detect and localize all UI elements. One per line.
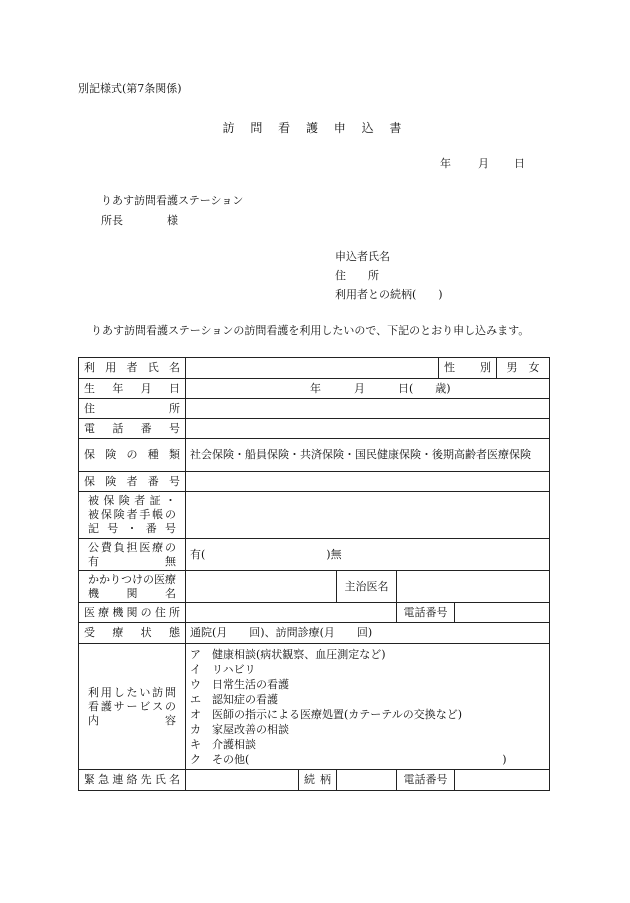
sex-label: 性別 bbox=[439, 358, 497, 379]
table-row bbox=[79, 419, 550, 439]
table-row bbox=[79, 399, 550, 419]
table-row bbox=[79, 603, 550, 623]
care-status-label: 受療状態 bbox=[79, 623, 186, 644]
clinic-address-label: 医療機関の住所 bbox=[79, 603, 186, 623]
service-option[interactable]: カ 家屋改善の相談 bbox=[190, 722, 289, 736]
service-options bbox=[186, 644, 550, 770]
public-expense-label-line2: 有無 bbox=[88, 554, 176, 568]
insured-card-label-line1: 被保険者証・ bbox=[88, 494, 176, 507]
service-label-line2: 看護サービスの bbox=[88, 699, 176, 713]
table-row bbox=[79, 644, 550, 770]
service-option[interactable]: オ 医師の指示による医療処置(カテーテルの交換など) bbox=[190, 707, 463, 721]
clinic-field[interactable] bbox=[186, 571, 337, 603]
table-row bbox=[79, 539, 550, 571]
clinic-phone-field[interactable] bbox=[455, 603, 550, 623]
date-year: 年 bbox=[440, 157, 451, 170]
doctor-label: 主治医名 bbox=[337, 571, 397, 603]
care-status-field[interactable]: 通院(月 回)、訪問診療(月 回) bbox=[186, 623, 550, 644]
applicant-address-label: 住 所 bbox=[335, 269, 379, 282]
recipient: りあす訪問看護ステーション bbox=[101, 194, 244, 207]
service-label bbox=[79, 644, 186, 770]
service-option[interactable]: イ リハビリ bbox=[190, 662, 256, 676]
clinic-label bbox=[79, 571, 186, 603]
service-label-line3: 内容 bbox=[88, 713, 176, 727]
public-expense-label-line1: 公費負担医療の bbox=[88, 540, 176, 554]
clinic-address-field[interactable] bbox=[186, 603, 397, 623]
phone-field[interactable] bbox=[186, 419, 550, 439]
emergency-phone-label: 電話番号 bbox=[397, 770, 455, 791]
intro-text: りあす訪問看護ステーションの訪問看護を利用したいので、下記のとおり申し込みます。 bbox=[91, 324, 530, 337]
sex-options[interactable]: 男 女 bbox=[497, 358, 550, 379]
director: 所長 様 bbox=[101, 214, 178, 227]
clinic-phone-label: 電話番号 bbox=[397, 603, 455, 623]
service-option[interactable]: エ 認知症の看護 bbox=[190, 692, 278, 706]
relationship-field[interactable] bbox=[337, 770, 397, 791]
insured-card-field[interactable] bbox=[186, 492, 550, 539]
table-row bbox=[79, 492, 550, 539]
applicant-name-label: 申込者氏名 bbox=[335, 250, 390, 263]
applicant-relation-label: 利用者との続柄( ) bbox=[335, 288, 443, 301]
service-option[interactable]: ア 健康相談(病状観察、血圧測定など) bbox=[190, 647, 386, 661]
insured-card-label-line2: 被保険者手帳の bbox=[88, 508, 176, 521]
clinic-label-line2: 機関名 bbox=[88, 586, 176, 600]
table-row bbox=[79, 439, 550, 472]
birthdate-label: 生年月日 bbox=[79, 379, 186, 399]
user-name-label: 利用者氏名 bbox=[79, 358, 186, 379]
table-row bbox=[79, 571, 550, 603]
emergency-contact-label: 緊急連絡先氏名 bbox=[79, 770, 186, 791]
form-reference: 別記様式(第7条関係) bbox=[78, 82, 182, 95]
address-label: 住所 bbox=[79, 399, 186, 419]
user-name-field[interactable] bbox=[186, 358, 439, 379]
emergency-contact-field[interactable] bbox=[186, 770, 299, 791]
date-month: 月 bbox=[478, 157, 489, 170]
date-day: 日 bbox=[514, 157, 525, 170]
table-row bbox=[79, 379, 550, 399]
public-expense-label bbox=[79, 539, 186, 571]
applicant-block bbox=[335, 248, 443, 305]
relationship-label: 続柄 bbox=[299, 770, 337, 791]
table-row bbox=[79, 358, 550, 379]
public-expense-field[interactable]: 有( )無 bbox=[186, 539, 550, 571]
table-row bbox=[79, 472, 550, 492]
address-field[interactable] bbox=[186, 399, 550, 419]
date-line bbox=[440, 155, 525, 171]
table-row bbox=[79, 623, 550, 644]
insurer-number-field[interactable] bbox=[186, 472, 550, 492]
application-form-table bbox=[78, 357, 550, 791]
birthdate-field[interactable]: 年 月 日( 歳) bbox=[186, 379, 550, 399]
insured-card-label-line3: 記号・番号 bbox=[88, 522, 176, 535]
insurer-number-label: 保険者番号 bbox=[79, 472, 186, 492]
document-title: 訪 問 看 護 申 込 書 bbox=[222, 121, 408, 135]
insurance-type-options[interactable]: 社会保険・船員保険・共済保険・国民健康保険・後期高齢者医療保険 bbox=[186, 439, 550, 472]
service-option[interactable]: ク その他( ) bbox=[190, 752, 507, 766]
insured-card-label bbox=[79, 492, 186, 539]
service-option[interactable]: キ 介護相談 bbox=[190, 737, 256, 751]
insurance-type-label: 保険の種類 bbox=[79, 439, 186, 472]
service-label-line1: 利用したい訪問 bbox=[88, 685, 176, 699]
table-row bbox=[79, 770, 550, 791]
service-option[interactable]: ウ 日常生活の看護 bbox=[190, 677, 289, 691]
doctor-field[interactable] bbox=[397, 571, 550, 603]
emergency-phone-field[interactable] bbox=[455, 770, 550, 791]
phone-label: 電話番号 bbox=[79, 419, 186, 439]
clinic-label-line1: かかりつけの医療 bbox=[88, 572, 176, 586]
